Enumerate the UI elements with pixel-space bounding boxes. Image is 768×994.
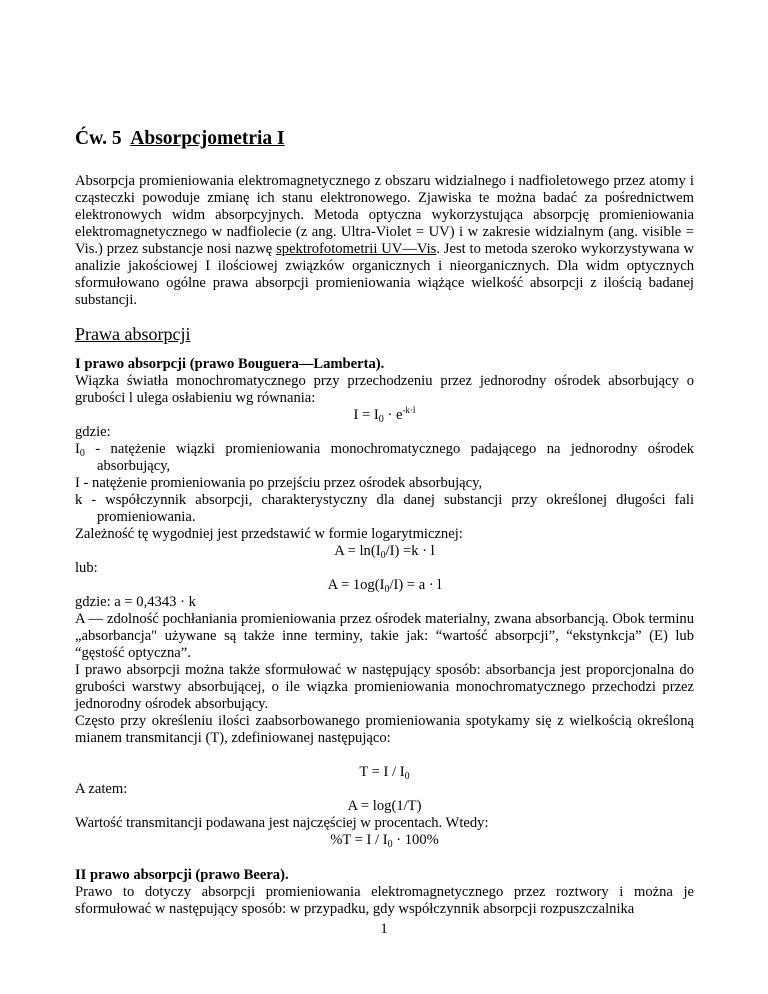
intro-paragraph: Absorpcja promieniowania elektromagnetycznego z obszaru widzialnego i nadfioletowego przez atomy i cząsteczki powoduje zmianę ich stanu elektronowego. Zjawiska te można badać za pośrednictwem elektronowych widm absorpcyjnych. Metoda optyczna wykorzystująca absorpcję promieniowania elektromagnetycznego w nadfiolecie (z ang. Ultra-Violet = UV) i w zakresie widzialnym (ang. visible = Vis.) przez substancje nosi nazwę spektrofotometrii UV—Vis. Jest to metoda szeroko wykorzystywana w analizie jakościowej I ilościowej związków organicznych i nieorganicznych. Dla widm optycznych sformułowano ogólne prawa absorpcji promieniowania wiążące wielkość absorpcji z ilością badanej substancji. bbox=[75, 173, 694, 308]
page-number: 1 bbox=[380, 921, 388, 937]
exercise-number: Ćw. 5 bbox=[75, 128, 122, 149]
or-label: lub: bbox=[75, 560, 98, 576]
spectrophotometry-term: spektrofotometrii UV—Vis bbox=[276, 241, 437, 257]
law2-text: Prawo to dotyczy absorpcji promieniowania elektromagnetycznego przez roztwory i można je sformułować w następujący sposób: w przypadku, gdy współczynnik absorpcji rozpuszczalnika bbox=[75, 884, 694, 917]
a-definition: gdzie: a = 0,4343 · k bbox=[75, 594, 196, 610]
equation-3: $A = 1og(I_0/I) = a \cdot l$ bbox=[327, 577, 442, 595]
law1-title: I prawo absorpcji (prawo Bouguera—Lamberta). bbox=[75, 356, 385, 372]
page-title bbox=[75, 128, 694, 150]
where-label: gdzie: bbox=[75, 424, 111, 440]
equation-4: $T = I / I_0$ bbox=[359, 764, 410, 782]
equation-1: $I = I_0 \cdot e^{-k\cdot l}$ bbox=[353, 405, 416, 425]
definition-i0: $I_0$ - natężenie wiązki promieniowania monochromatycznego padającego na jednorodny ośrodek absorbujący, bbox=[75, 441, 694, 474]
log-intro: Zależność tę wygodniej jest przedstawić w formie logarytmicznej: bbox=[75, 526, 463, 542]
definition-i: I - natężenie promieniowania po przejściu przez ośrodek absorbujący, bbox=[75, 475, 483, 491]
equation-2: $A = \ln(I_0/I) =k \cdot l$ bbox=[334, 543, 435, 561]
equation-5: A = log(1/T) bbox=[347, 798, 422, 814]
percent-intro: Wartość transmitancji podawana jest najczęściej w procentach. Wtedy: bbox=[75, 815, 489, 831]
law2-title: II prawo absorpcji (prawo Beera). bbox=[75, 867, 289, 883]
absorbance-paragraph: A — zdolność pochłaniania promieniowania przez ośrodek materialny, zwana absorbancją. Obok terminu „absorbancja" używane są także inne terminy, takie jak: “wartość absorpcji”, “ekstynkcja” (E) lub “gęstość optyczna”. bbox=[75, 611, 694, 661]
spacer bbox=[75, 849, 694, 867]
section-title: Prawa absorpcji bbox=[75, 324, 191, 344]
spacer bbox=[75, 747, 694, 764]
equation-6: $\%T = I / I_0 \cdot 100\%$ bbox=[330, 832, 439, 850]
alt-form-paragraph: I prawo absorpcji można także sformułować w następujący sposób: absorbancja jest proporcjonalna do grubości warstwy absorbującej, o ile wiązka promieniowania monochromatycznego przechodzi przez jednorodny ośrodek absorbujący. bbox=[75, 662, 694, 712]
law1-text: Wiązka światła monochromatycznego przy przechodzeniu przez jednorodny ośrodek absorbujący o grubości l ulega osłabieniu wg równania: bbox=[75, 373, 694, 406]
thus-label: A zatem: bbox=[75, 781, 128, 797]
title-text: Absorpcjometria I bbox=[130, 128, 285, 149]
document-page bbox=[75, 128, 694, 918]
transmittance-paragraph: Często przy określeniu ilości zaabsorbowanego promieniowania spotykamy się z wielkością określoną mianem transmitancji (T), zdefiniowanej następująco: bbox=[75, 713, 694, 746]
definition-k: k - współczynnik absorpcji, charakterystyczny dla danej substancji przy określonej długości fali promieniowania. bbox=[75, 492, 694, 525]
